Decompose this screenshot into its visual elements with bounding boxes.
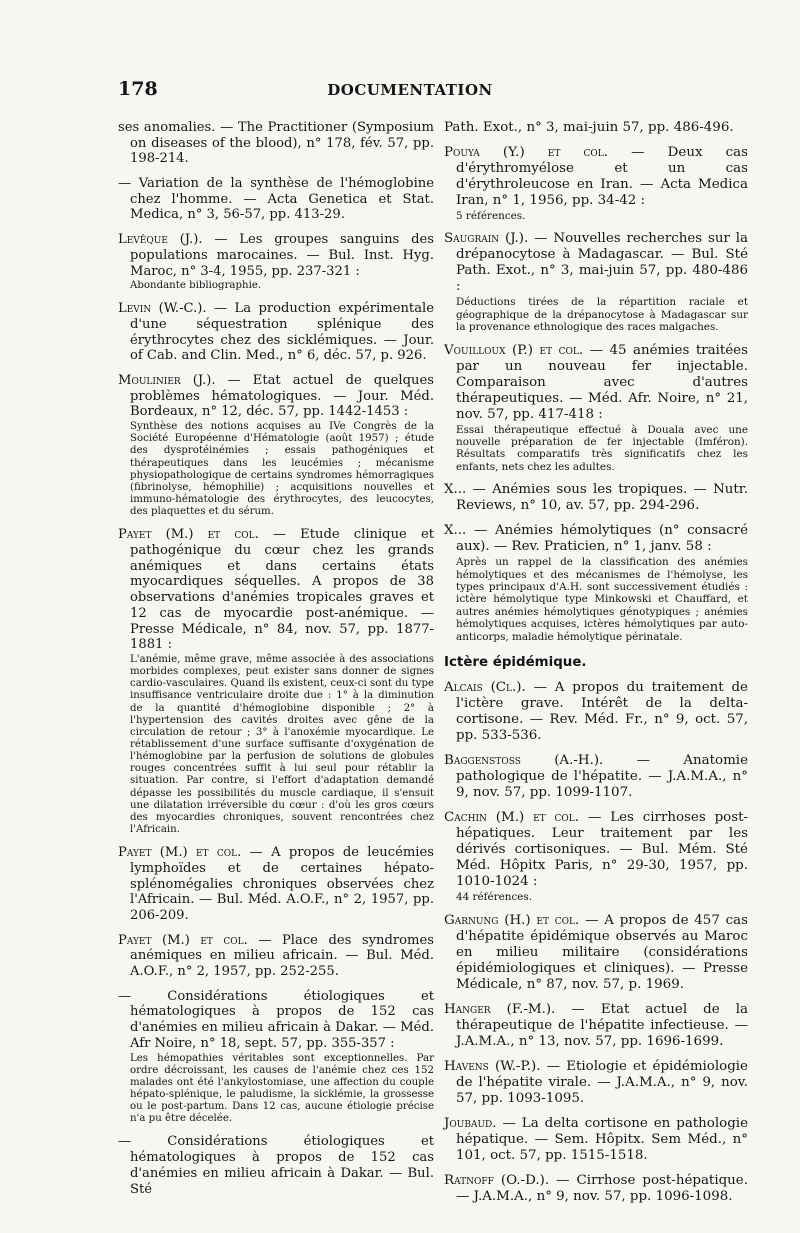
entry-text: — Considérations étiologiques et hématologiques à propos de 152 cas d'anémies en milieu africain à Dakar. — Méd. Afr Noire, n° 18, sept. 57, pp. 355-357 : [118, 988, 434, 1051]
bibliography-entry [444, 482, 748, 514]
bibliography-entry [444, 523, 748, 643]
entry-citation [444, 231, 748, 295]
entry-citation [444, 482, 748, 514]
entry-author: Ratnoff (O.-D.). [444, 1172, 550, 1188]
entry-author: Alcais (Cl.). [444, 680, 526, 696]
entry-text: — Anémies hémolytiques (n° consacré aux). — Rev. Praticien, n° 1, janv. 58 : [456, 523, 748, 555]
bibliography-entry [444, 680, 748, 744]
entry-citation [118, 176, 434, 223]
entry-citation [444, 810, 748, 890]
entry-author: Vouilloux (P.) et col. [444, 342, 584, 358]
entry-note: Essai thérapeutique effectué à Douala avec une nouvelle préparation de fer injectable (Imféron). Résultats comparatifs très significatifs chez les enfants, nets chez les adultes. [456, 423, 748, 473]
entry-text: — Anémies sous les tropiques. — Nutr. Reviews, n° 10, av. 57, pp. 294-296. [456, 482, 748, 514]
entry-citation [444, 523, 748, 555]
entry-citation [118, 232, 434, 279]
entry-note: Les hémopathies véritables sont exceptionnelles. Par ordre décroissant, les causes de l'anémie chez ces 152 malades ont été l'ankylostomiase, une affection du couple hépato-splénique, le paludisme, la sicklémie, la grossesse ou le post-partum. Dans 12 cas, aucune étiologie précise n'a pu être décelée. [130, 1052, 434, 1125]
bibliography-entry [118, 933, 434, 980]
entry-citation [444, 680, 748, 744]
entry-citation [118, 373, 434, 420]
bibliography-entry [444, 343, 748, 474]
entry-note: Déductions tirées de la répartition raciale et géographique de la drépanocytose à Madagascar sur la provenance ethnologique des races malgaches. [456, 296, 748, 334]
entry-text: — La delta cortisone en pathologie hépatique. — Sem. Hôpitx. Sem Méd., n° 101, oct. 57, pp. 1515-1518. [456, 1115, 748, 1163]
left-column [118, 120, 434, 1206]
entry-text: — Deux cas d'érythromyélose et un cas d'érythroleucose en Iran. — Acta Medica Iran, n° 1, 1956, pp. 34-42 : [456, 145, 748, 208]
entry-text: — 45 anémies traitées par un nouveau fer injectable. Comparaison avec d'autres thérapeutiques. — Méd. Afr. Noire, n° 21, nov. 57, pp. 417-418 : [456, 342, 748, 422]
entry-note: Après un rappel de la classification des anémies hémolytiques et des mécanismes de l'hémolyse, les types principaux d'A.H. sont successivement étudiés : ictère hémolytique type Minkowski et Chauffard, et autres anémies hémolytiques génotypiques ; anémies hémolytiques acquises, ictères hémolytiques par auto-anticorps, maladie hémolytique périnatale. [456, 556, 748, 643]
bibliography-entry [118, 989, 434, 1126]
entry-citation [444, 913, 748, 993]
entry-author: Payet (M.) et col. [118, 932, 248, 948]
entry-citation [118, 527, 434, 653]
entry-citation [118, 933, 434, 980]
entry-citation [118, 301, 434, 364]
entry-text: — La production expérimentale d'une séquestration splénique des érythrocytes chez des sicklémiques. — Jour. of Cab. and Clin. Med., n° 6, déc. 57, p. 926. [130, 301, 434, 364]
entry-citation [444, 753, 748, 801]
entry-citation [444, 1002, 748, 1050]
entry-citation [118, 120, 434, 167]
bibliography-entry [444, 120, 748, 136]
bibliography-entry [444, 1116, 748, 1164]
entry-text: Path. Exot., n° 3, mai-juin 57, pp. 486-496. [444, 120, 734, 135]
entry-citation [118, 1134, 434, 1197]
entry-text: — Place des syndromes anémiques en milieu africain. — Bul. Méd. A.O.F., n° 2, 1957, pp. 252-255. [130, 932, 434, 980]
entry-text: — Cirrhose post-hépatique. — J.A.M.A., n° 9, nov. 57, pp. 1096-1098. [456, 1172, 748, 1204]
entry-author: Levin (W.-C.). [118, 301, 207, 317]
entry-text: — Anatomie pathologique de l'hépatite. — J.A.M.A., n° 9, nov. 57, pp. 1099-1107. [456, 753, 749, 801]
entry-citation [118, 989, 434, 1052]
entry-text: — Variation de la synthèse de l'hémoglobine chez l'homme. — Acta Genetica et Stat. Medica, n° 3, 56-57, pp. 413-29. [118, 176, 434, 223]
entry-author: Levêque (J.). [118, 232, 203, 248]
entry-author: Hanger (F.-M.). [444, 1001, 556, 1017]
entry-note: 5 références. [456, 210, 526, 222]
bibliography-entry [444, 753, 748, 801]
entry-text: — A propos de 457 cas d'hépatite épidémique observés au Maroc en milieu militaire (considérations épidémiologiques et cliniques). — Presse Médicale, n° 87, nov. 57, p. 1969. [456, 912, 748, 992]
bibliography-entry [118, 232, 434, 292]
entry-text: ses anomalies. — The Practitioner (Symposium on diseases of the blood), n° 178, fév. 57, pp. 198-214. [118, 120, 434, 167]
entry-author: Havens (W.-P.). [444, 1058, 541, 1074]
entry-author: Payet (M.) et col. [118, 527, 259, 543]
page-header [118, 78, 702, 102]
entry-author: Garnung (H.) et col. [444, 912, 580, 928]
entry-citation [444, 145, 748, 209]
bibliography-entry [118, 176, 434, 223]
entry-note: Abondante bibliographie. [130, 280, 262, 292]
entry-text: — Etude clinique et pathogénique du cœur chez les grands anémiques et dans certains états myocardiques séquelles. A propos de 38 observations d'anémies tropicales graves et 12 cas de myocardie post-anémique. — Presse Médicale, n° 84, nov. 57, pp. 1877-1881 : [130, 527, 434, 653]
entry-note: L'anémie, même grave, même associée à des associations morbides complexes, peut exister sans donner de signes cardio-vasculaires. Quand ils existent, ceux-ci sont du type insuffisance ventriculaire droite due : 1° à la diminution de la quantité d'hémoglobine disponible ; 2° à l'hypertension des cavités droites avec gêne de la circulation de retour ; 3° à l'anoxémie myocardique. Le rétablissement d'une surface suffisante d'oxygénation de l'hémoglobine par la perfusion de solutions de globules rouges concentrées suffit à lui seul pour rétablir la situation. Par contre, si l'effort d'adaptation demandé dépasse les possibilités du muscle cardiaque, il s'ensuit une dilatation irréversible du cœur : d'où les gros cœurs des myocardies chroniques, souvent rencontrées chez l'Africain. [130, 653, 434, 836]
entry-text: — Les cirrhoses post-hépatiques. Leur traitement par les dérivés cortisoniques. — Bul. Mém. Sté Méd. Hôpitx Paris, n° 29-30, 1957, pp. 1010-1024 : [456, 810, 749, 890]
entry-text: — Etiologie et épidémiologie de l'hépatite virale. — J.A.M.A., n° 9, nov. 57, pp. 1093-1095. [456, 1058, 748, 1106]
bibliography-entry [118, 301, 434, 364]
entry-citation [444, 1059, 748, 1107]
bibliography-entry [444, 810, 748, 903]
entry-text: — A propos de leucémies lymphoïdes et de certaines hépato-splénomégalies chroniques observées chez l'Africain. — Bul. Méd. A.O.F., n° 2, 1957, pp. 206-209. [130, 845, 434, 923]
entry-author: Moulinier (J.). [118, 373, 216, 389]
entry-citation [444, 1173, 748, 1205]
entry-citation [118, 845, 434, 923]
bibliography-entry [444, 1173, 748, 1205]
bibliography-entry [444, 1059, 748, 1107]
bibliography-entry [118, 373, 434, 518]
entry-text: — Etat actuel de la thérapeutique de l'hépatite infectieuse. — J.A.M.A., n° 13, nov. 57, pp. 1696-1699. [456, 1001, 748, 1049]
section-title: Ictère épidémique. [444, 655, 587, 671]
bibliography-entry [118, 1134, 434, 1197]
entry-author: Pouya (Y.) et col. [444, 145, 608, 160]
bibliography-entry [118, 120, 434, 167]
bibliography-entry [444, 913, 748, 993]
bibliography-entry [444, 145, 748, 222]
entry-note: Synthèse des notions acquises au IVe Congrès de la Société Européenne d'Hématologie (août 1957) ; étude des dysprotéinémies ; essais pathogéniques et thérapeutiques dans les leucémies ; mécanisme physiopathologique de certains syndromes hémorragiques (fibrinolyse, hémophilie) ; acquisitions nouvelles et immuno-hématologie des érythrocytes, des leucocytes, des plaquettes et du sérum. [130, 421, 434, 518]
bibliography-entry [118, 527, 434, 836]
right-column-entries-a [444, 120, 748, 643]
entry-author: Payet (M.) et col. [118, 845, 242, 861]
entry-author: Cachin (M.) et col. [444, 810, 580, 826]
entry-citation [444, 343, 748, 423]
running-title: DOCUMENTATION [327, 81, 493, 99]
right-column [444, 120, 748, 1214]
bibliography-entry [444, 231, 748, 333]
entry-text: — Les groupes sanguins des populations marocaines. — Bul. Inst. Hyg. Maroc, n° 3-4, 1955, pp. 237-321 : [130, 232, 434, 279]
bibliography-entry [444, 1002, 748, 1050]
entry-citation [444, 1116, 748, 1164]
entry-author: X... [444, 523, 467, 539]
entry-author: Baggenstoss (A.-H.). [444, 753, 604, 769]
bibliography-entry [118, 845, 434, 923]
entry-author: X... [444, 482, 467, 498]
right-column-entries-b [444, 680, 748, 1204]
entry-text: — Considérations étiologiques et hématologiques à propos de 152 cas d'anémies en milieu africain à Dakar. — Bul. Sté [118, 1134, 434, 1197]
entry-author: Saugrain (J.). [444, 231, 529, 247]
entry-note: 44 références. [456, 891, 533, 904]
entry-citation [444, 120, 748, 136]
entry-text: — Etat actuel de quelques problèmes hématologiques. — Jour. Méd. Bordeaux, n° 12, déc. 57, pp. 1442-1453 : [130, 373, 434, 420]
page-number: 178 [118, 78, 158, 100]
entry-text: — A propos du traitement de l'ictère grave. Intérêt de la delta-cortisone. — Rev. Méd. Fr., n° 9, oct. 57, pp. 533-536. [456, 680, 748, 744]
entry-author: Joubaud. [444, 1115, 497, 1131]
entry-text: — Nouvelles recherches sur la drépanocytose à Madagascar. — Bul. Sté Path. Exot., n° 3, mai-juin 57, pp. 480-486 : [456, 231, 749, 295]
